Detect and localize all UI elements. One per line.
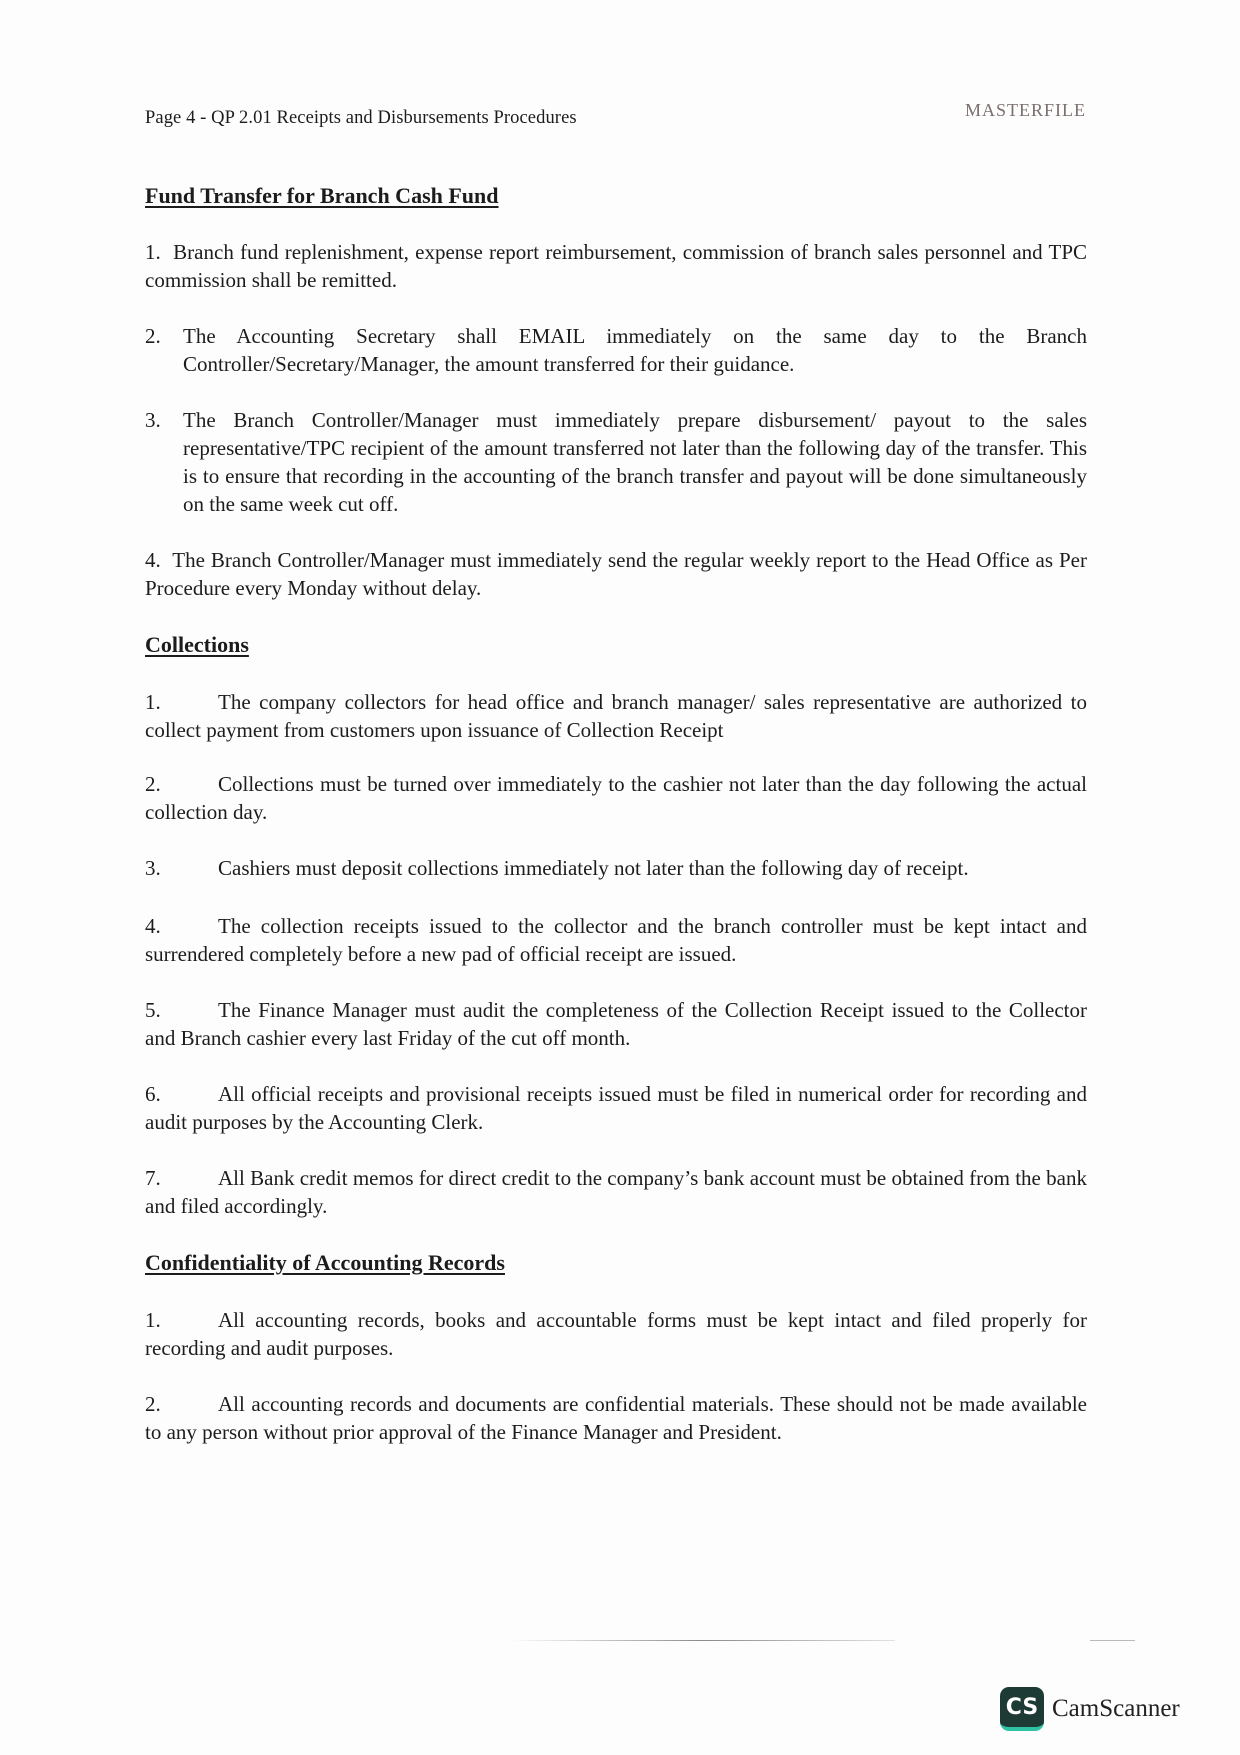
item-number: 2. <box>145 772 161 796</box>
item-text: All Bank credit memos for direct credit to the company’s bank account must be obtained from the bank and filed accordingly. <box>145 1166 1087 1218</box>
item-text: The Branch Controller/Manager must immediately send the regular weekly report to the Head Office as Per Procedure every Monday without delay. <box>145 548 1087 600</box>
item-number: 3. <box>145 856 161 880</box>
item-number: 4. <box>145 914 161 938</box>
list-item <box>145 688 1087 744</box>
list-item <box>145 1390 1087 1446</box>
section-title-fund-transfer: Fund Transfer for Branch Cash Fund <box>145 183 499 208</box>
list-item <box>145 1306 1087 1362</box>
list-item <box>145 546 1087 602</box>
page-header: Page 4 - QP 2.01 Receipts and Disbursements Procedures <box>145 108 577 128</box>
item-text: The Accounting Secretary shall EMAIL immediately on the same day to the Branch Controller/Secretary/Manager, the amount transferred for their guidance. <box>183 324 1087 376</box>
item-number: 1. <box>145 690 161 714</box>
item-text: All accounting records and documents are confidential materials. These should not be made available to any person without prior approval of the Finance Manager and President. <box>145 1392 1087 1444</box>
item-number: 2. <box>145 324 161 348</box>
item-number: 5. <box>145 998 161 1022</box>
item-number: 4. <box>145 548 161 572</box>
masterfile-stamp: MASTERFILE <box>965 100 1087 120</box>
footer-divider <box>1090 1640 1135 1641</box>
footer-divider <box>510 1640 895 1641</box>
item-text: All official receipts and provisional receipts issued must be filed in numerical order for recording and audit purposes by the Accounting Clerk. <box>145 1082 1087 1134</box>
item-number: 1. <box>145 1308 161 1332</box>
item-text: All accounting records, books and accountable forms must be kept intact and filed properly for recording and audit purposes. <box>145 1308 1087 1360</box>
item-text: Collections must be turned over immediately to the cashier not later than the day following the actual collection day. <box>145 772 1087 824</box>
list-item <box>145 912 1087 968</box>
list-item <box>145 854 1087 882</box>
section-title-confidentiality: Confidentiality of Accounting Records <box>145 1250 505 1275</box>
item-number: 1. <box>145 240 161 264</box>
camscanner-watermark <box>1000 1687 1180 1731</box>
list-item <box>145 996 1087 1052</box>
camscanner-logo-icon: CS <box>1000 1687 1044 1731</box>
item-text: The Finance Manager must audit the completeness of the Collection Receipt issued to the Collector and Branch cashier every last Friday of the cut off month. <box>145 998 1087 1050</box>
list-item <box>145 238 1087 294</box>
item-text: The Branch Controller/Manager must immediately prepare disbursement/ payout to the sales representative/TPC recipient of the amount transferred not later than the following day of the transfer. This is to ensure that recording in the accounting of the branch transfer and payout will be done simultaneously on the same week cut off. <box>183 408 1087 516</box>
item-text: Cashiers must deposit collections immediately not later than the following day of receipt. <box>218 856 969 880</box>
item-text: The company collectors for head office and branch manager/ sales representative are authorized to collect payment from customers upon issuance of Collection Receipt <box>145 690 1087 742</box>
item-number: 7. <box>145 1166 161 1190</box>
item-text: The collection receipts issued to the collector and the branch controller must be kept intact and surrendered completely before a new pad of official receipt are issued. <box>145 914 1087 966</box>
list-item <box>145 770 1087 826</box>
list-item <box>145 406 1087 518</box>
item-number: 3. <box>145 408 161 432</box>
item-number: 2. <box>145 1392 161 1416</box>
list-item <box>145 1164 1087 1220</box>
camscanner-brand-text: CamScanner <box>1052 1695 1180 1722</box>
section-title-collections: Collections <box>145 632 249 657</box>
item-text: Branch fund replenishment, expense report reimbursement, commission of branch sales personnel and TPC commission shall be remitted. <box>145 240 1088 292</box>
list-item <box>145 1080 1087 1136</box>
item-number: 6. <box>145 1082 161 1106</box>
list-item <box>145 322 1087 378</box>
